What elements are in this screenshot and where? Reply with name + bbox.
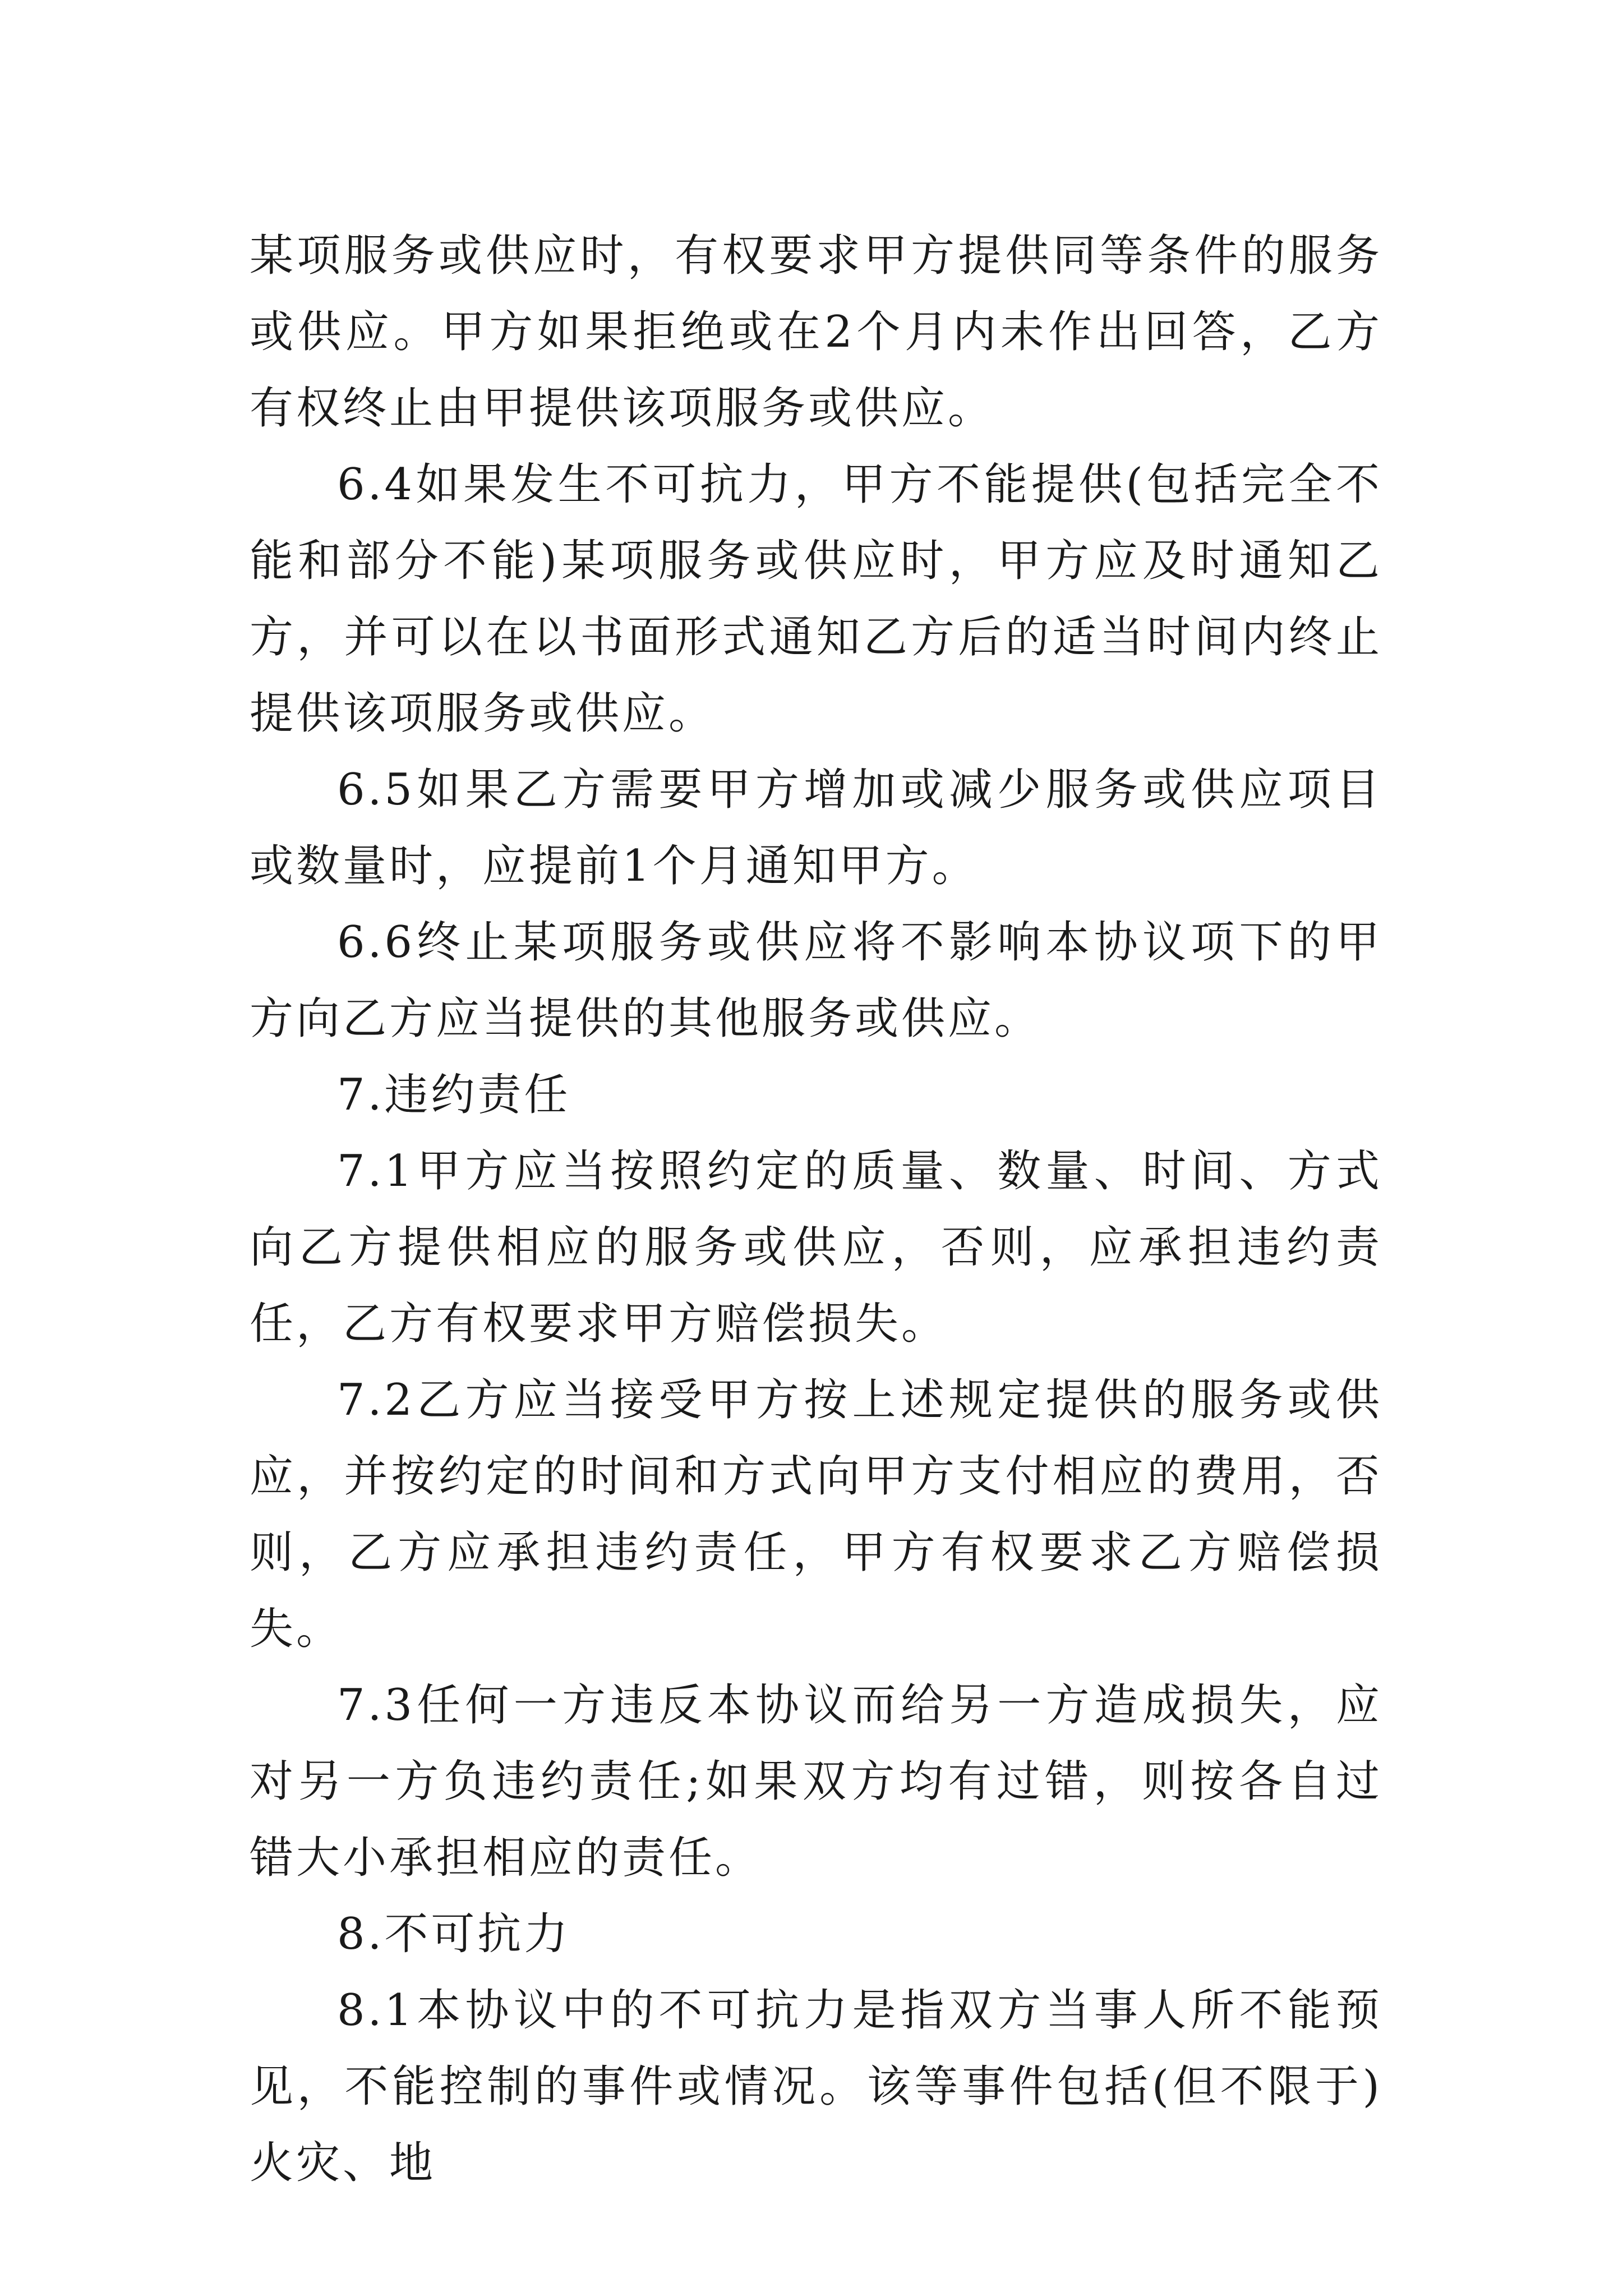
paragraph-6-4: 6.4如果发生不可抗力，甲方不能提供(包括完全不能和部分不能)某项服务或供应时，甲方应及时通知乙方，并可以在以书面形式通知乙方后的适当时间内终止提供该项服务或供应。 bbox=[250, 459, 1382, 739]
paragraph-service-continuation: 某项服务或供应时，有权要求甲方提供同等条件的服务或供应。甲方如果拒绝或在2个月内未作出回答，乙方有权终止由甲提供该项服务或供应。 bbox=[250, 231, 1382, 434]
paragraph-7-1: 7.1甲方应当按照约定的质量、数量、时间、方式向乙方提供相应的服务或供应，否则，应承担违约责任，乙方有权要求甲方赔偿损失。 bbox=[250, 1146, 1382, 1349]
paragraph-6-6: 6.6终止某项服务或供应将不影响本协议项下的甲方向乙方应当提供的其他服务或供应。 bbox=[250, 917, 1382, 1044]
paragraph-7-2: 7.2乙方应当接受甲方按上述规定提供的服务或供应，并按约定的时间和方式向甲方支付相应的费用，否则，乙方应承担违约责任，甲方有权要求乙方赔偿损失。 bbox=[250, 1375, 1382, 1654]
paragraph-7-3: 7.3任何一方违反本协议而给另一方造成损失，应对另一方负违约责任;如果双方均有过错，则按各自过错大小承担相应的责任。 bbox=[250, 1680, 1382, 1883]
section-heading-7: 7.违约责任 bbox=[337, 1070, 571, 1120]
document-body bbox=[250, 218, 1382, 2201]
paragraph-8-1: 8.1本协议中的不可抗力是指双方当事人所不能预见，不能控制的事件或情况。该等事件包括(但不限于)火灾、地 bbox=[250, 1985, 1382, 2188]
section-heading-8: 8.不可抗力 bbox=[337, 1909, 571, 1959]
paragraph-6-5: 6.5如果乙方需要甲方增加或减少服务或供应项目或数量时，应提前1个月通知甲方。 bbox=[250, 765, 1382, 891]
